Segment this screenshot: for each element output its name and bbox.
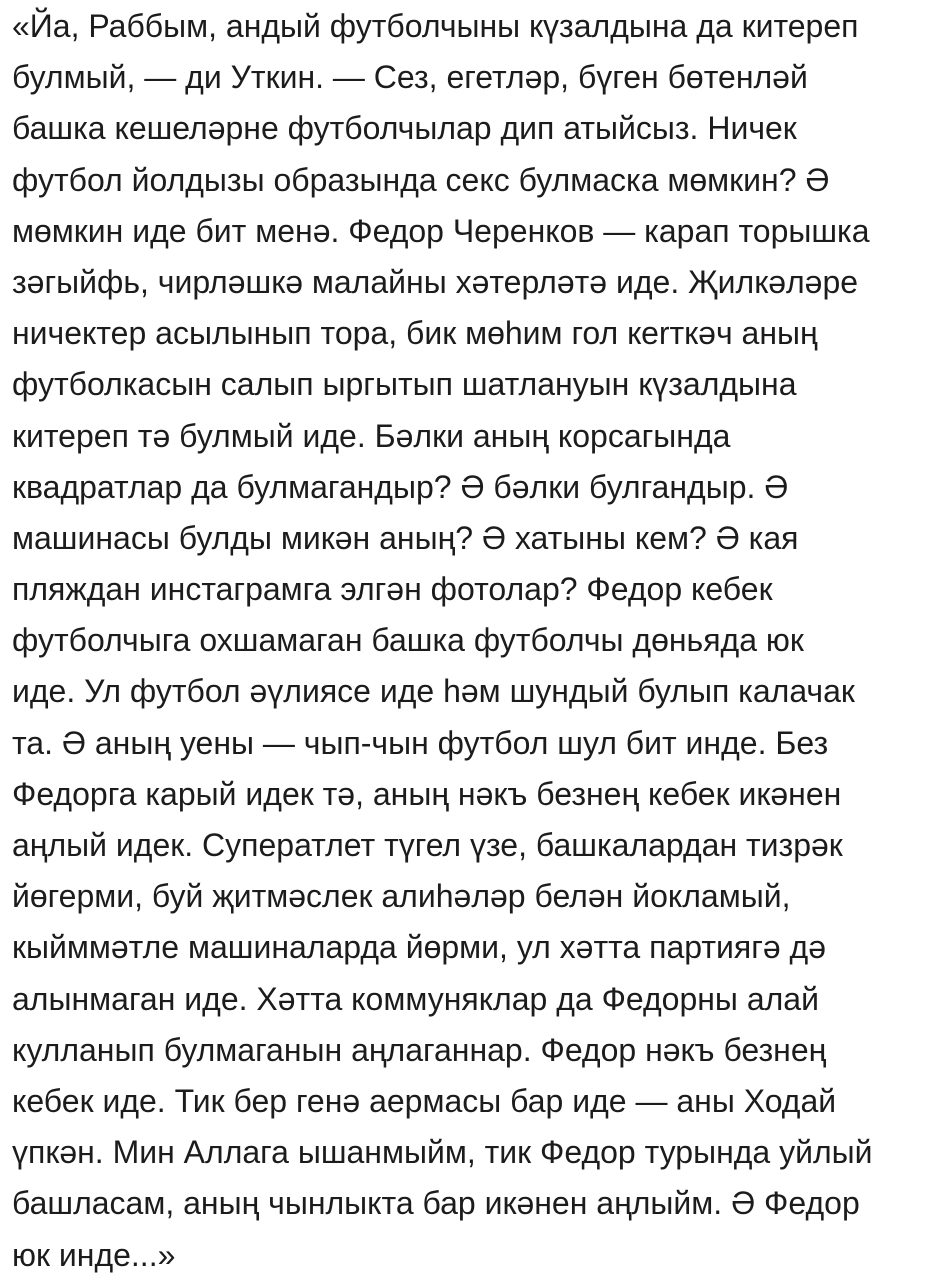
text-line: кулланып булмаганын аңлаганнар. Федор нәкъ безнең xyxy=(12,1031,827,1068)
text-line: алынмаган иде. Хәтта коммуняклар да Федорны алай xyxy=(12,980,819,1017)
text-line: башласам, аның чынлыкта бар икәнен аңлыйм. Ә Федор xyxy=(12,1185,860,1222)
text-line: футболкасын салып ыргытып шатлануын күзалдына xyxy=(12,366,797,403)
text-line: кебек иде. Тик бер генә аермасы бар иде — аны Ходай xyxy=(12,1082,837,1119)
text-line: йөгерми, буй җитмәслек алиһәләр белән йокламый, xyxy=(12,878,791,915)
text-line: та. Ә аның уены — чып-чын футбол шул бит инде. Без xyxy=(12,724,829,761)
text-line: Федорга карый идек тә, аның нәкъ безнең кебек икәнен xyxy=(12,775,842,812)
text-line: футбол йолдызы образында секс булмаска мөмкин? Ә xyxy=(12,161,830,198)
text-line: кыйммәтле машиналарда йөрми, ул хәтта партиягә дә xyxy=(12,929,827,966)
text-line: квадратлар да булмагандыр? Ә бәлки булгандыр. Ә xyxy=(12,468,789,505)
text-line: мөмкин иде бит менә. Федор Черенков — карап торышка xyxy=(12,212,870,249)
text-line: башка кешеләрне футболчылар дип атыйсыз. Ничек xyxy=(12,110,797,147)
text-line: аңлый идек. Суператлет түгел үзе, башкалардан тизрәк xyxy=(12,827,843,863)
text-line: «Йа, Раббым, андый футболчыны күзалдына да китереп xyxy=(12,8,859,44)
text-line: юк инде...» xyxy=(12,1236,176,1273)
text-line: футболчыга охшамаган башка футболчы дөньяда юк xyxy=(12,622,804,659)
quote-paragraph xyxy=(12,0,937,1281)
text-line: китереп тә булмый иде. Бәлки аның корсагында xyxy=(12,417,731,454)
text-line: үпкән. Мин Аллага ышанмыйм, тик Федор турында уйлый xyxy=(12,1134,873,1171)
text-line: зәгыйфь, чирләшкә малайны хәтерләтә иде. Җилкәләре xyxy=(12,263,859,300)
text-line: пляждан инстаграмга элгән фотолар? Федор кебек xyxy=(12,571,773,608)
text-line: иде. Ул футбол әүлиясе иде һәм шундый булып калачак xyxy=(12,673,855,710)
text-line: машинасы булды микән аның? Ә хатыны кем? Ә кая xyxy=(12,519,799,556)
text-line: ничектер асылынып тора, бик мөһим гол кerткәч аның xyxy=(12,315,818,352)
text-line: булмый, — ди Уткин. — Сез, егетләр, бүген бөтенләй xyxy=(12,59,808,96)
